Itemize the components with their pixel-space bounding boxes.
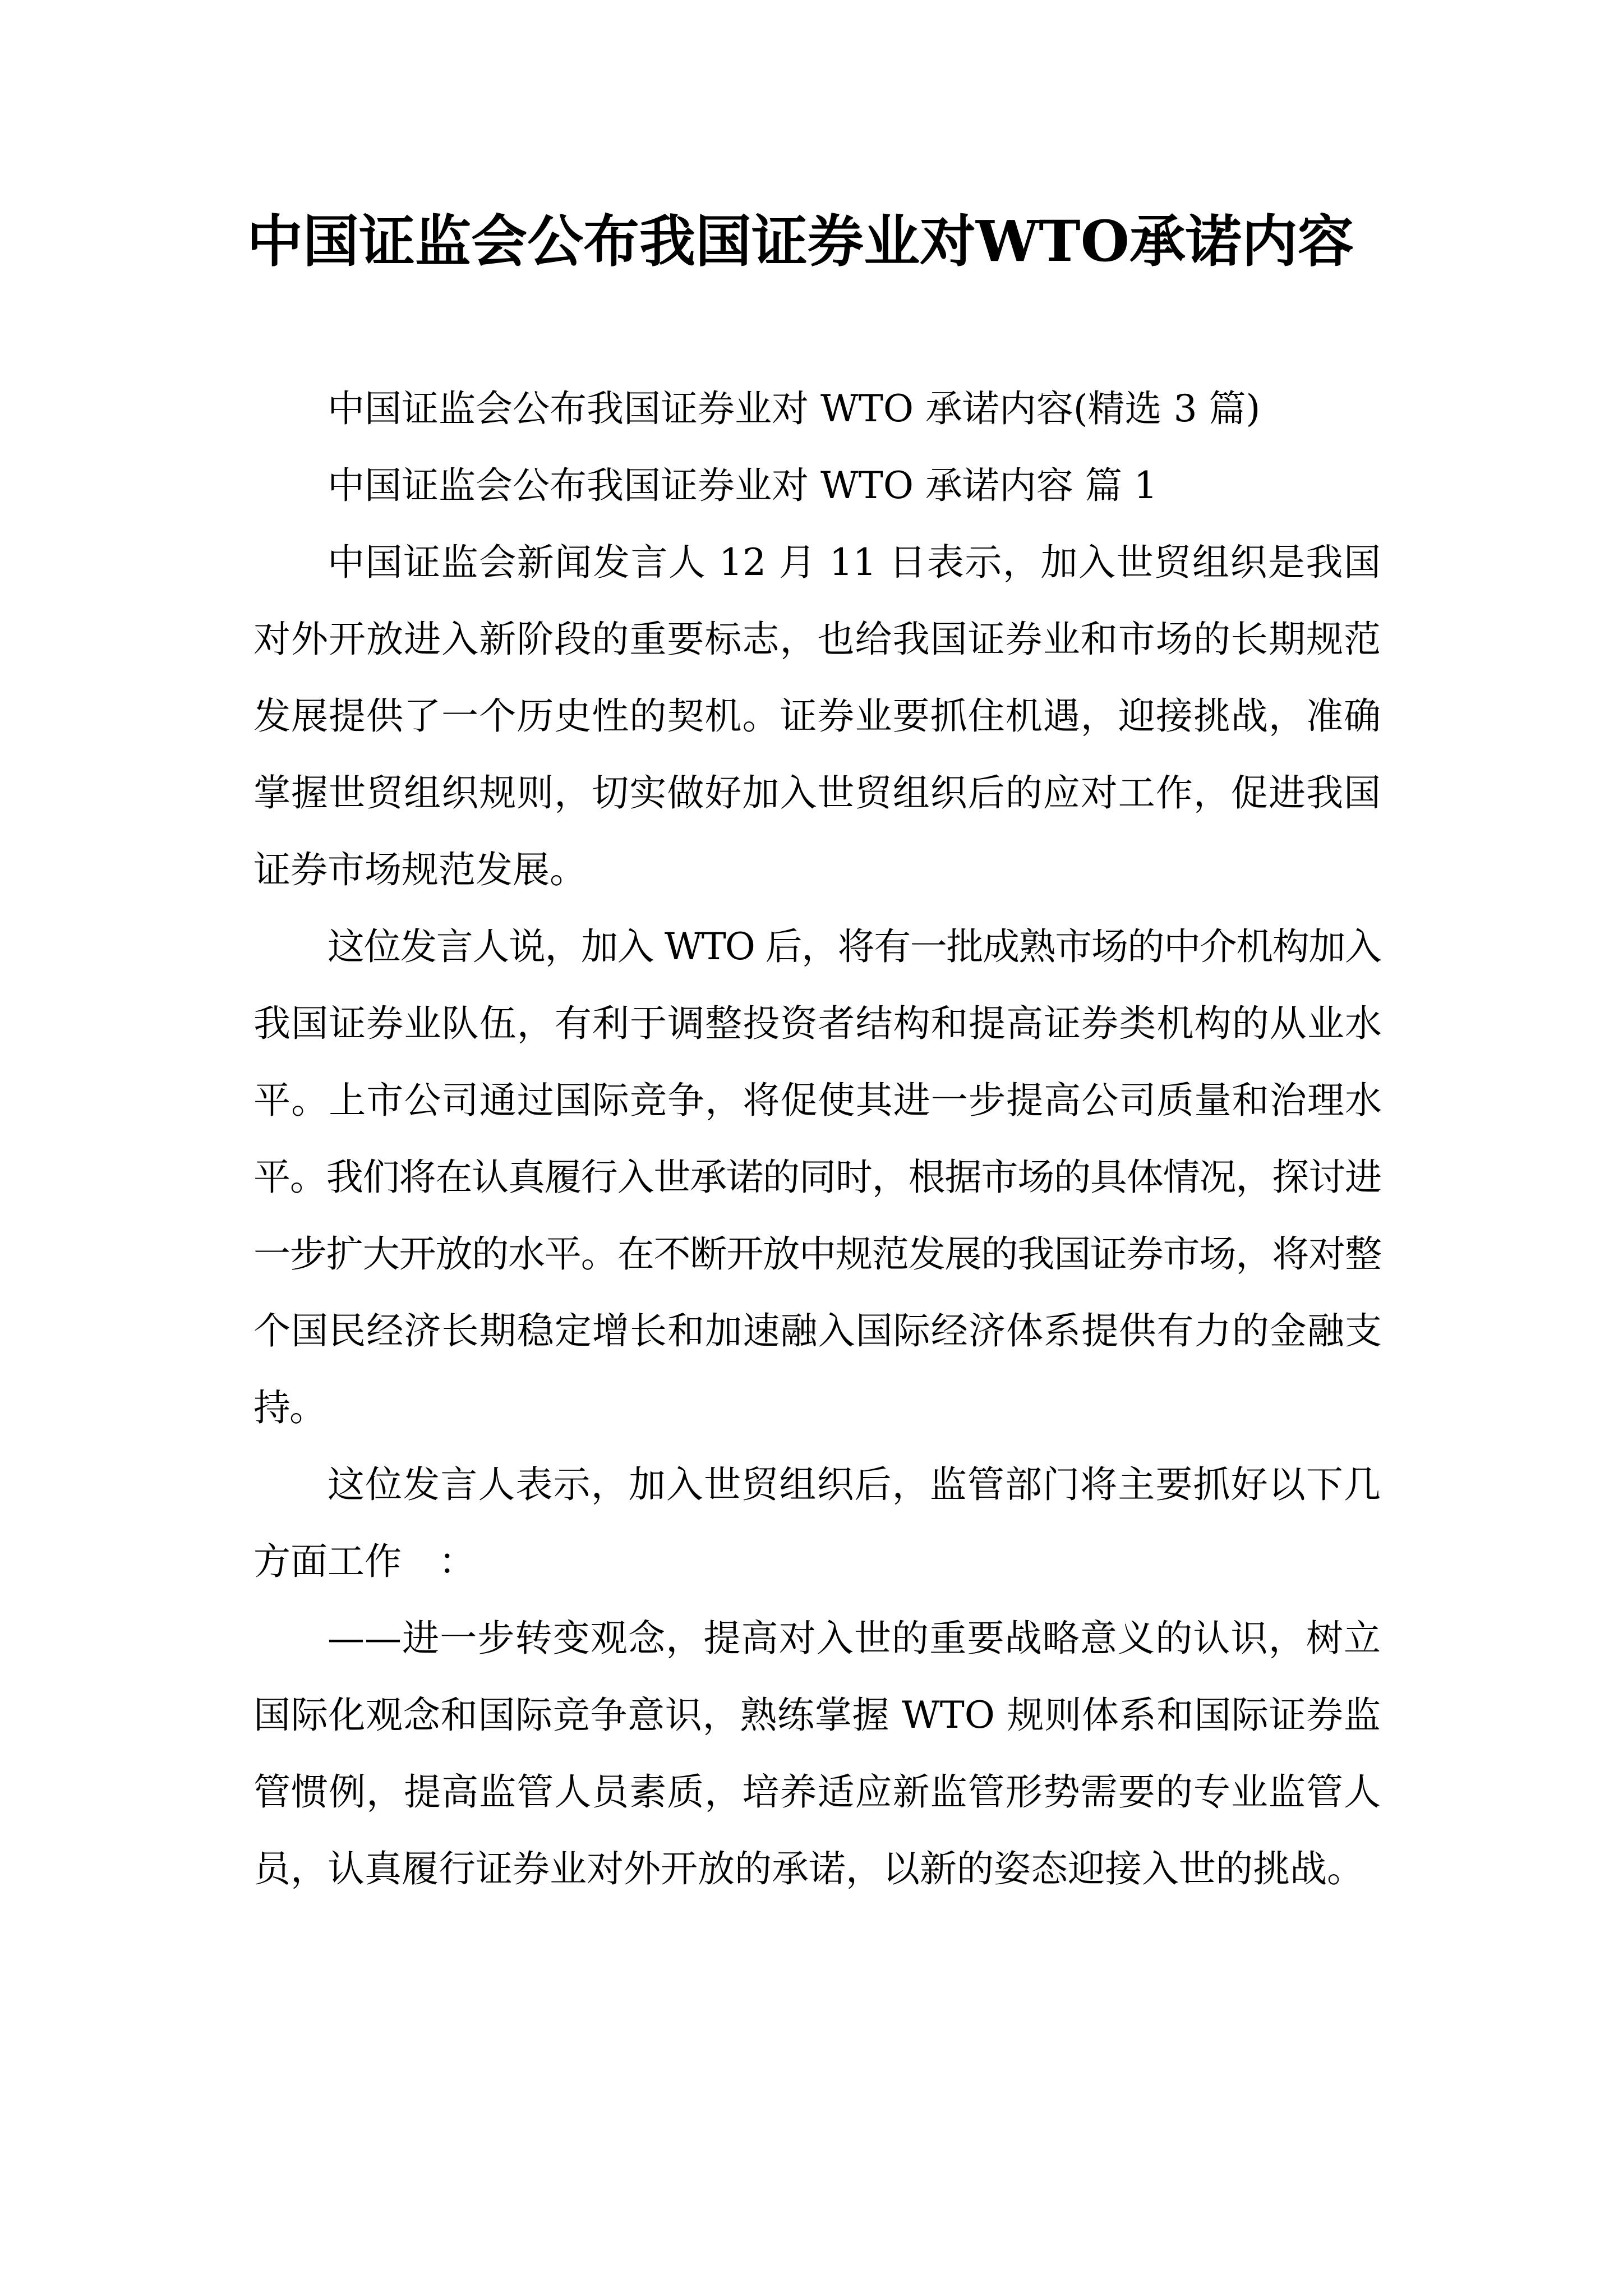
document-body [253, 370, 1381, 1907]
paragraph-3: 这位发言人表示，加入世贸组织后，监管部门将主要抓好以下几方面工作 ： [253, 1463, 1381, 1583]
paragraph-4: ——进一步转变观念，提高对入世的重要战略意义的认识，树立国际化观念和国际竞争意识，熟练掌握 WTO 规则体系和国际证券监管惯例，提高监管人员素质，培养适应新监管形势需要的专业监管人员，认真履行证券业对外开放的承诺，以新的姿态迎接入世的挑战。 [253, 1617, 1381, 1890]
paragraph-2: 这位发言人说，加入 WTO 后，将有一批成熟市场的中介机构加入我国证券业队伍，有利于调整投资者结构和提高证券类机构的从业水平。上市公司通过国际竞争，将促使其进一步提高公司质量和治理水平。我们将在认真履行入世承诺的同时，根据市场的具体情况，探讨进一步扩大开放的水平。在不断开放中规范发展的我国证券市场，将对整个国民经济长期稳定增长和加速融入国际经济体系提供有力的金融支持。 [253, 925, 1381, 1429]
document-title: 中国证监会公布我国证券业对WTO承诺内容 [247, 208, 1354, 274]
document-subtitle: 中国证监会公布我国证券业对 WTO 承诺内容(精选 3 篇) [328, 387, 1261, 430]
section-heading: 中国证监会公布我国证券业对 WTO 承诺内容 篇 1 [328, 464, 1158, 507]
paragraph-1: 中国证监会新闻发言人 12 月 11 日表示，加入世贸组织是我国对外开放进入新阶段的重要标志，也给我国证券业和市场的长期规范发展提供了一个历史性的契机。证券业要抓住机遇，迎接挑战，准确掌握世贸组织规则，切实做好加入世贸组织后的应对工作，促进我国证券市场规范发展。 [253, 541, 1381, 891]
